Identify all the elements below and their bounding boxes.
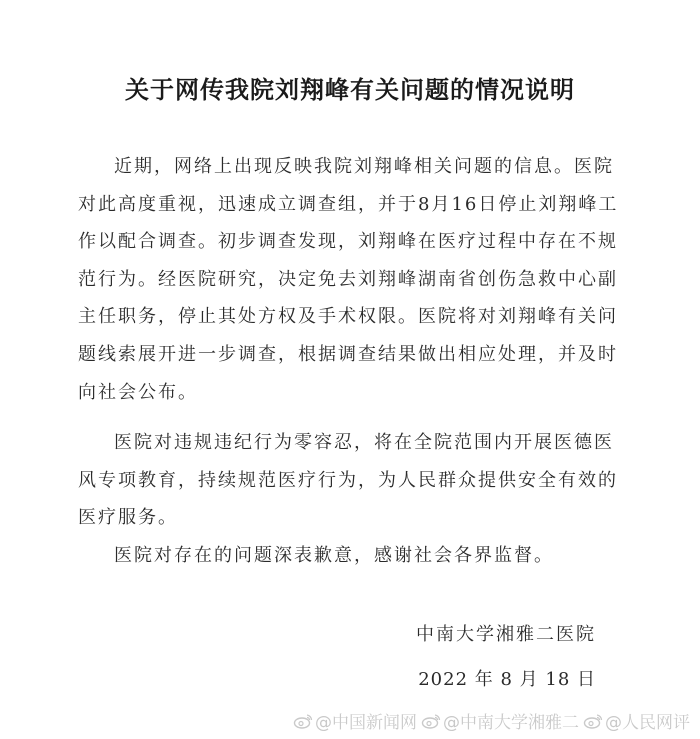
weibo-watermark (293, 708, 690, 733)
weibo-icon (293, 713, 313, 729)
watermark-text-2: @中南大学湘雅二 (443, 713, 579, 733)
signature-date: 2022 年 8 月 18 日 (418, 669, 596, 690)
signature-organization: 中南大学湘雅二医院 (416, 624, 596, 645)
watermark-item-2 (421, 708, 579, 733)
weibo-icon (421, 713, 441, 729)
watermark-item-1 (293, 708, 417, 733)
paragraph-1: 近期，网络上出现反映我院刘翔峰相关问题的信息。医院对此高度重视，迅速成立调查组，并于8月16日停止刘翔峰工作以配合调查。初步调查发现，刘翔峰在医疗过程中存在不规范行为。经医院研究，决定免去刘翔峰湖南省创伤急救中心副主任职务，停止其处方权及手术权限。医院将对刘翔峰有关问题线索展开进一步调查，根据调查结果做出相应处理，并及时向社会公布。 (78, 156, 619, 403)
watermark-text-1: @中国新闻网 (315, 713, 417, 733)
paragraph-2: 医院对违规违纪行为零容忍，将在全院范围内开展医德医风专项教育，持续规范医疗行为，为人民群众提供安全有效的医疗服务。 (78, 432, 618, 529)
paragraph-3: 医院对存在的问题深表歉意，感谢社会各界监督。 (114, 545, 554, 566)
watermark-text-3: @人民网评 (605, 713, 690, 733)
watermark-item-3 (583, 708, 690, 733)
weibo-icon (583, 713, 603, 729)
document-title: 关于网传我院刘翔峰有关问题的情况说明 (125, 76, 575, 104)
